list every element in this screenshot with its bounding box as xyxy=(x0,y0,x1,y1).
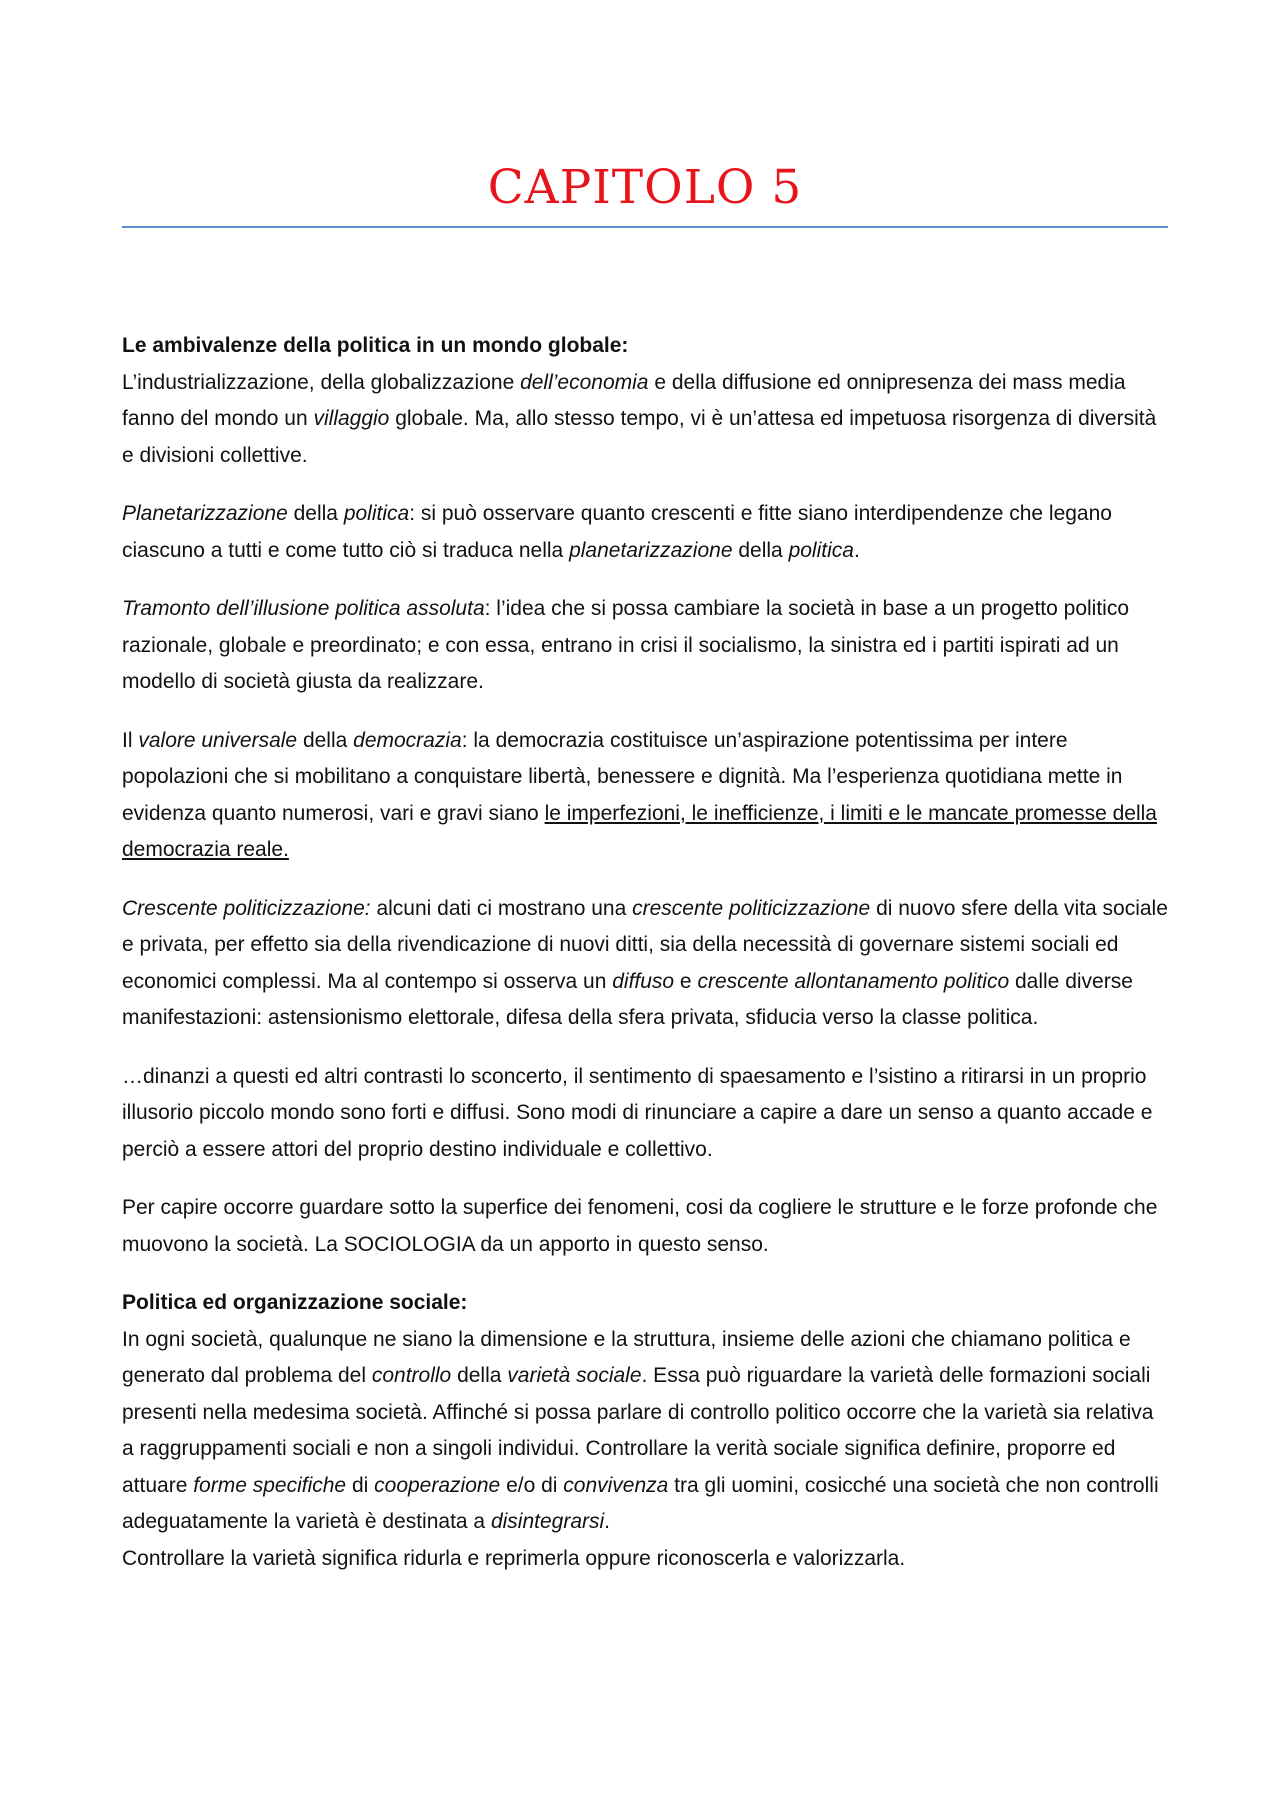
text-run: di xyxy=(346,1473,375,1497)
paragraph-contrasti xyxy=(122,1059,1168,1169)
text-run: alcuni dati ci mostrano una xyxy=(370,896,633,920)
paragraph-politicizzazione xyxy=(122,891,1168,1037)
italic-run: planetarizzazione xyxy=(569,538,733,562)
text-run: e xyxy=(674,969,698,993)
text-run: dalle diverse manifestazioni: astensionismo elettorale, difesa della sfera privata, sfiducia verso la classe politica. xyxy=(122,969,1133,1029)
text-run: …dinanzi a questi ed altri contrasti lo sconcerto, il sentimento di spaesamento e l’sistino a ritirarsi in un proprio illusorio piccolo mondo sono forti e diffusi. Sono modi di rinunciare a capire a dare un senso a quanto accade e perciò a essere attori del proprio destino individuale e collettivo. xyxy=(122,1064,1153,1161)
title-underline xyxy=(122,226,1168,228)
text-run: : la democrazia costituisce un’aspirazione potentissima per intere popolazioni che si mobilitano a conquistare libertà, benessere e dignità. Ma l’esperienza quotidiana mette in evidenza quanto numerosi, vari e gravi siano xyxy=(122,728,1123,825)
italic-run: democrazia xyxy=(353,728,462,752)
italic-run: Planetarizzazione xyxy=(122,502,288,525)
paragraph-tramonto xyxy=(122,591,1168,701)
italic-run: Tramonto dell’illusione politica assoluta xyxy=(122,597,485,620)
paragraph-controllo-varieta xyxy=(122,1322,1168,1541)
text-run: . xyxy=(604,1510,610,1533)
italic-run: dell’economia xyxy=(520,370,649,394)
text-run: della xyxy=(451,1364,508,1387)
italic-run: politica xyxy=(788,538,854,562)
text-run: globale. Ma, allo stesso tempo, vi è un’attesa ed impetuosa risorgenza di diversità e divisioni collettive. xyxy=(122,407,1157,467)
italic-run: convivenza xyxy=(563,1473,669,1497)
italic-run: Crescente politicizzazione: xyxy=(122,896,371,920)
section-heading-ambivalenze: Le ambivalenze della politica in un mondo globale: xyxy=(122,334,629,357)
paragraph-planetarizzazione xyxy=(122,496,1168,569)
italic-run: cooperazione xyxy=(374,1473,501,1497)
italic-run: controllo xyxy=(371,1364,452,1387)
text-run: L’industrializzazione, della globalizzazione xyxy=(122,370,521,394)
italic-run: forme specifiche xyxy=(193,1473,347,1497)
text-run: . Essa può riguardare la varietà delle formazioni sociali presenti nella medesima società. Affinché si possa parlare di controllo politico occorre che la varietà sia relativa a raggruppamenti sociali e non a singoli individui. Controllare la verità sociale significa definire, proporre ed attuare xyxy=(122,1364,1154,1497)
italic-run: politica xyxy=(343,502,410,525)
italic-run: varietà sociale xyxy=(507,1364,642,1387)
text-run: Controllare la varietà significa ridurla e reprimerla oppure riconoscerla e valorizzarla. xyxy=(122,1546,906,1570)
text-run: e della diffusione ed onnipresenza dei mass media fanno del mondo un xyxy=(122,370,1126,430)
paragraph-ridurla xyxy=(122,1541,1168,1578)
text-run: : si può osservare quanto crescenti e fitte siano interdipendenze che legano ciascuno a tutti e come tutto ciò si traduca nella xyxy=(122,502,1112,562)
text-run: : l’idea che si possa cambiare la società in base a un progetto politico razionale, globale e preordinato; e con essa, entrano in crisi il socialismo, la sinistra ed i partiti ispirati ad un modello di società giusta da realizzare. xyxy=(122,597,1130,693)
text-run: della xyxy=(732,538,789,562)
italic-run: disintegrarsi xyxy=(490,1510,605,1533)
italic-run: crescente politicizzazione xyxy=(632,896,871,920)
section-heading-organizzazione: Politica ed organizzazione sociale: xyxy=(122,1291,468,1314)
chapter-title: CAPITOLO 5 xyxy=(487,160,803,215)
paragraph-democrazia xyxy=(122,723,1168,869)
text-run: tra gli uomini, cosicché una società che non controlli adeguatamente la varietà è destinata a xyxy=(122,1473,1159,1533)
underlined-run: le imperfezioni, le inefficienze, i limiti e le mancate promesse della democrazia reale. xyxy=(122,801,1157,861)
italic-run: villaggio xyxy=(313,407,390,430)
paragraph-industrializzazione xyxy=(122,365,1168,475)
document-body xyxy=(122,328,1168,1577)
italic-run: diffuso xyxy=(612,969,675,993)
text-run: e/o di xyxy=(500,1473,564,1497)
text-run: Il xyxy=(122,728,139,752)
italic-run: crescente allontanamento politico xyxy=(697,969,1010,993)
text-run: . xyxy=(853,538,860,562)
text-run: della xyxy=(297,728,354,752)
text-run: della xyxy=(287,502,344,525)
text-run: di nuovo sfere della vita sociale e privata, per effetto sia della rivendicazione di nuovi ditti, sia della necessità di governare sistemi sociali ed economici complessi. Ma al contempo si osserva un xyxy=(122,896,1168,993)
italic-run: valore universale xyxy=(138,728,298,752)
text-run: In ogni società, qualunque ne siano la dimensione e la struttura, insieme delle azioni che chiamano politica e generato dal problema del xyxy=(122,1327,1131,1387)
paragraph-sociologia xyxy=(122,1190,1168,1263)
text-run: Per capire occorre guardare sotto la superfice dei fenomeni, cosi da cogliere le strutture e le forze profonde che muovono la società. La SOCIOLOGIA da un apporto in questo senso. xyxy=(122,1196,1158,1256)
